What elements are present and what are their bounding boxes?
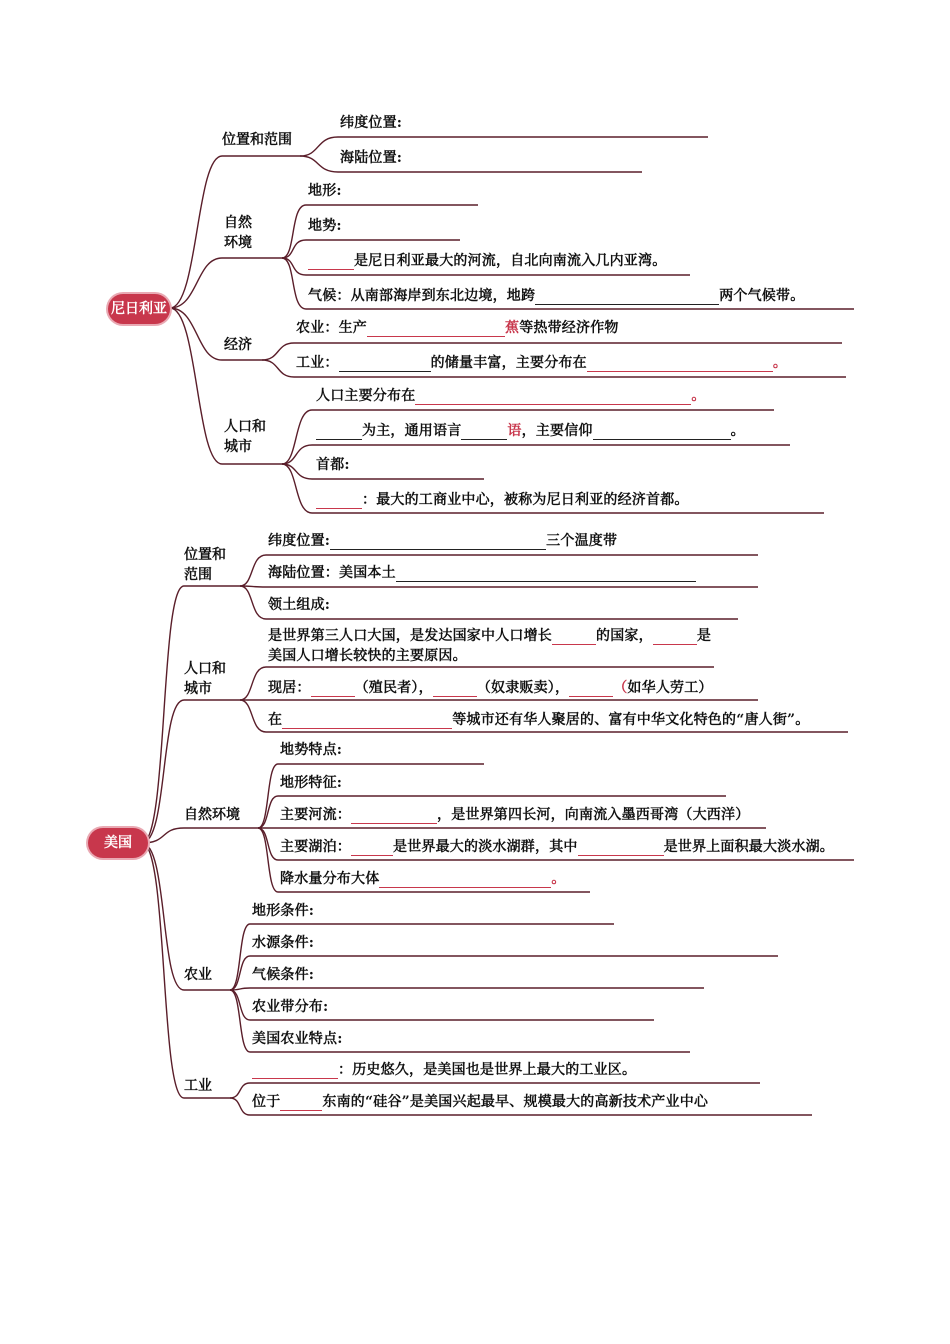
us-river-line — [280, 807, 749, 824]
blank[interactable] — [367, 335, 505, 337]
lang-red-char: 语 — [507, 423, 522, 439]
blank[interactable] — [593, 438, 731, 440]
blank[interactable] — [316, 438, 362, 440]
us-res-d: （ — [613, 680, 628, 696]
agriculture-line — [296, 320, 619, 337]
terrain-label: 地形: — [308, 183, 342, 199]
us-res-c: （奴隶贩卖）， — [476, 680, 570, 696]
us-pop-text-c: 是 — [696, 628, 712, 644]
us-lat-text-a: 纬度位置: — [268, 533, 331, 549]
blank[interactable] — [316, 507, 362, 509]
us-agri-belts: 农业带分布: — [252, 999, 329, 1015]
blank[interactable] — [552, 643, 596, 645]
us-lat-text-b: 三个温度带 — [546, 533, 618, 549]
us-pop-line1 — [268, 628, 711, 645]
sea-land-label: 海陆位置: — [340, 150, 403, 166]
agri-text-a: 农业：生产 — [296, 320, 367, 336]
category-us-location — [184, 545, 226, 585]
latitude-label: 纬度位置: — [340, 115, 403, 131]
category-nature — [224, 213, 252, 253]
blank[interactable] — [311, 695, 355, 697]
ind-text-b: 的储量丰富，主要分布在 — [430, 355, 587, 371]
us-chinatown-line — [268, 712, 810, 729]
category-us-agriculture: 农业 — [184, 967, 212, 983]
economic-center-line — [316, 492, 689, 509]
blank[interactable] — [578, 854, 664, 856]
us-china-b: 等城市还有华人聚居的、富有中华文化特色的“唐人街”。 — [452, 712, 810, 728]
us-china-a: 在 — [268, 712, 283, 728]
river-line — [308, 253, 666, 270]
us-industry-line1 — [252, 1062, 636, 1079]
blank[interactable] — [587, 370, 773, 372]
blank[interactable] — [351, 854, 393, 856]
blank[interactable] — [351, 822, 437, 824]
us-slope-label: 地势特点: — [280, 742, 343, 758]
us-sea-text: 海陆位置：美国本土 — [268, 565, 396, 581]
blank[interactable] — [339, 370, 431, 372]
us-river-a: 主要河流： — [280, 807, 351, 823]
climate-text-b: 两个气候带。 — [719, 288, 805, 304]
category-population-line1: 人口和 — [224, 419, 266, 435]
center-text: ：最大的工商业中心，被称为尼日利亚的经济首都。 — [362, 492, 689, 508]
root-node-usa: 美国 — [88, 828, 148, 858]
agri-text-b: 等热带经济作物 — [519, 320, 619, 336]
root-node-nigeria: 尼日利亚 — [108, 294, 170, 324]
blank[interactable] — [252, 1077, 338, 1079]
category-location: 位置和范围 — [222, 132, 292, 148]
capital-label: 首都: — [316, 457, 350, 473]
us-res-a: 现居： — [268, 680, 311, 696]
blank[interactable] — [653, 643, 697, 645]
agri-red-char: 蕉 — [505, 320, 520, 336]
pop-text-a: 人口主要分布在 — [316, 388, 416, 404]
blank[interactable] — [282, 727, 452, 729]
blank[interactable] — [308, 268, 354, 270]
blank[interactable] — [280, 1109, 322, 1111]
blank[interactable] — [330, 548, 546, 550]
us-agri-terrain: 地形条件: — [252, 903, 315, 919]
blank[interactable] — [433, 695, 477, 697]
category-us-industry: 工业 — [184, 1078, 212, 1094]
us-agri-water: 水源条件: — [252, 935, 315, 951]
us-pop-text-a: 是世界第三人口大国，是发达国家中人口增长 — [268, 628, 552, 644]
blank[interactable] — [461, 438, 507, 440]
lang-end: 。 — [730, 423, 745, 439]
us-agri-climate: 气候条件: — [252, 967, 315, 983]
category-us-population — [184, 659, 226, 699]
ind-text-a: 工业： — [296, 355, 339, 371]
us-lake-c: 是世界上面积最大淡水湖。 — [663, 839, 835, 855]
category-population-line2: 城市 — [224, 439, 252, 455]
category-population — [224, 417, 266, 457]
us-river-b: ，是世界第四长河，向南流入墨西哥湾（大西洋） — [437, 807, 750, 823]
ind-end: 。 — [772, 355, 788, 371]
category-us-population-line1: 人口和 — [184, 661, 226, 677]
blank[interactable] — [396, 580, 696, 582]
us-residents-line — [268, 680, 713, 697]
category-nature-line1: 自然 — [224, 215, 252, 231]
industry-line — [296, 355, 787, 372]
us-rain-a: 降水量分布大体 — [280, 871, 380, 887]
climate-line — [308, 288, 804, 305]
category-us-location-line1: 位置和 — [184, 547, 226, 563]
us-industry-line2 — [252, 1094, 708, 1111]
pop-end: 。 — [691, 388, 706, 404]
category-us-nature: 自然环境 — [184, 807, 240, 823]
us-ind2-b: 东南的“硅谷”是美国兴起最早、规模最大的高新技术产业中心 — [322, 1094, 709, 1110]
us-ind2-a: 位于 — [252, 1094, 281, 1110]
language-line — [316, 423, 745, 440]
us-pop-text-b: 的国家， — [596, 628, 653, 644]
us-lake-a: 主要湖泊： — [280, 839, 351, 855]
climate-text-a: 气候：从南部海岸到东北边境，地跨 — [308, 288, 536, 304]
river-text: 是尼日利亚最大的河流，自北向南流入几内亚湾。 — [354, 253, 667, 269]
us-pop-line2: 美国人口增长较快的主要原因。 — [268, 648, 467, 664]
category-nature-line2: 环境 — [224, 235, 252, 251]
slope-label: 地势: — [308, 218, 342, 234]
us-rain-line — [280, 871, 566, 888]
blank[interactable] — [379, 886, 551, 888]
category-economy: 经济 — [224, 337, 252, 353]
us-territory-label: 领土组成: — [268, 597, 331, 613]
blank[interactable] — [535, 303, 719, 305]
us-ind1-text: ：历史悠久，是美国也是世界上最大的工业区。 — [338, 1062, 637, 1078]
us-rain-end: 。 — [551, 871, 566, 887]
us-lake-b: 是世界最大的淡水湖群，其中 — [393, 839, 578, 855]
us-sea-land-line — [268, 565, 696, 582]
category-us-population-line2: 城市 — [184, 681, 212, 697]
us-agri-features: 美国农业特点: — [252, 1031, 343, 1047]
us-lake-line — [280, 839, 834, 856]
lang-text-b: ，主要信仰 — [521, 423, 593, 439]
us-res-e: 如华人劳工） — [627, 680, 713, 696]
population-dist-line — [316, 388, 706, 405]
us-terrain-label: 地形特征: — [280, 775, 343, 791]
blank[interactable] — [569, 695, 613, 697]
lang-text-a: 为主，通用语言 — [362, 423, 462, 439]
category-us-location-line2: 范围 — [184, 567, 212, 583]
us-res-b: （殖民者）， — [354, 680, 433, 696]
blank[interactable] — [415, 403, 691, 405]
us-latitude-line — [268, 533, 617, 550]
